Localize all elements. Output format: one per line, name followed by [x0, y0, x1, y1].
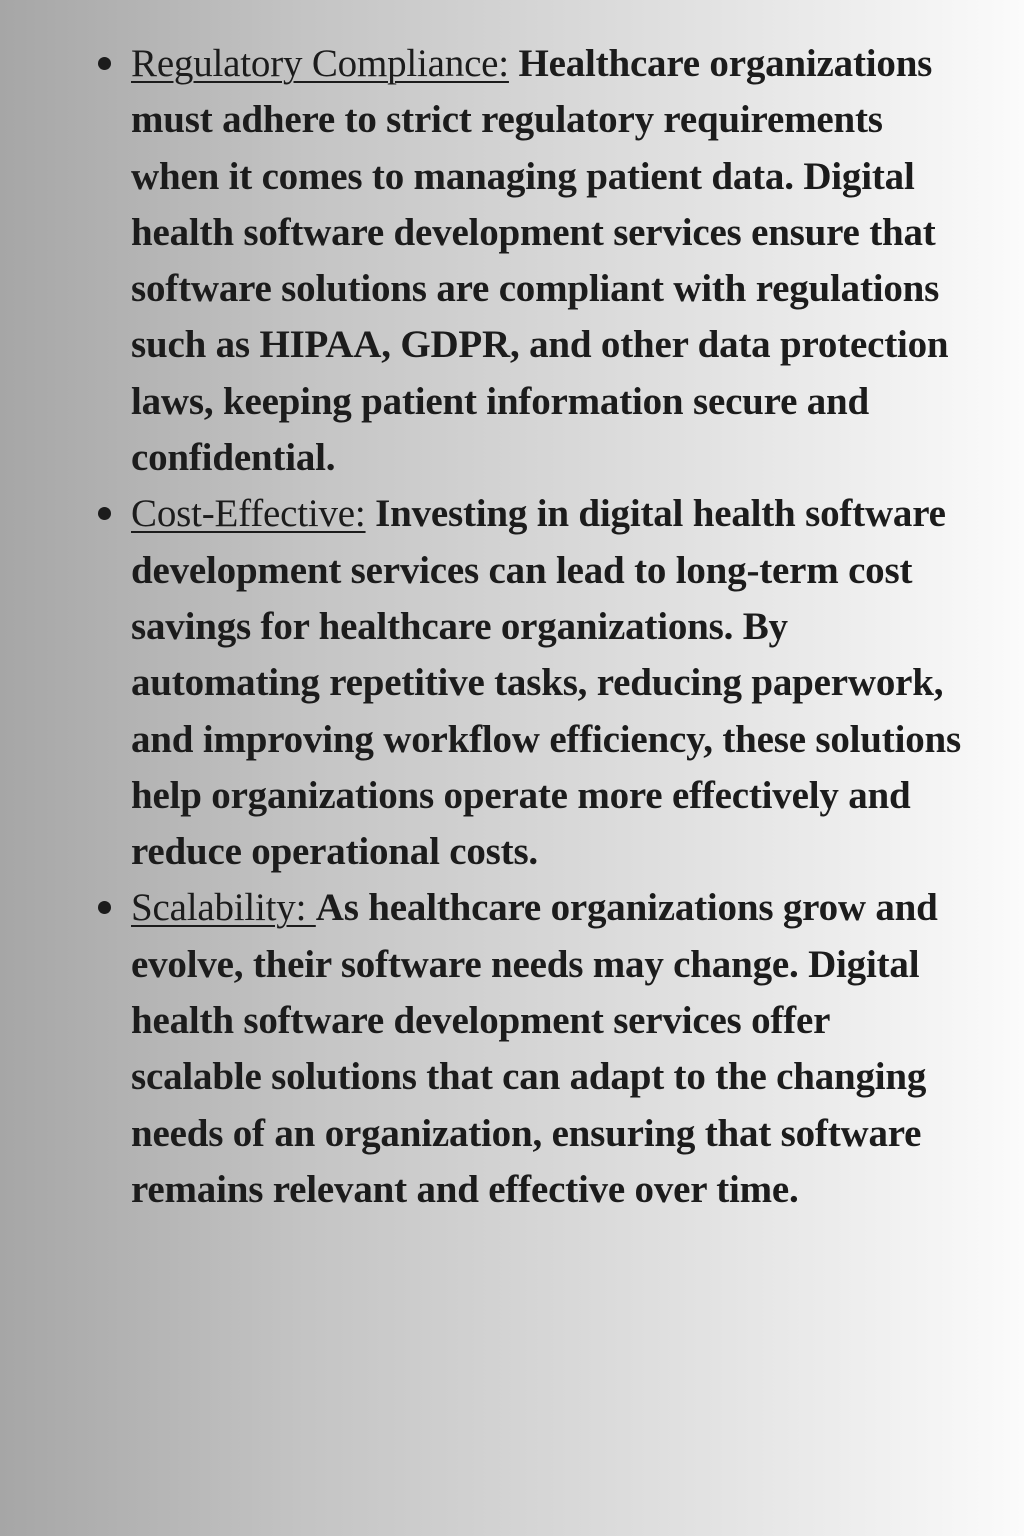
- list-item-regulatory-compliance: [0, 36, 1024, 486]
- item-title: Regulatory Compliance:: [131, 42, 509, 85]
- benefits-list: [0, 36, 1024, 1218]
- item-title: Cost-Effective:: [131, 492, 366, 536]
- list-item-cost-effective: [0, 486, 1024, 880]
- item-title: Scalability:: [131, 886, 316, 930]
- item-text: Healthcare organizations must adhere to strict regulatory requirements when it comes to managing patient data. Digital health software development services ensure that software solutions are compliant with regulations such as HIPAA, GDPR, and other data protection laws, keeping patient information secure and confidential.: [131, 42, 949, 480]
- bullet-icon: [98, 57, 111, 70]
- bullet-icon: [98, 901, 111, 914]
- bullet-icon: [98, 507, 111, 520]
- item-text: As healthcare organizations grow and evolve, their software needs may change. Digital health software development services offer scalable solutions that can adapt to the changing needs of an organization, ensuring that software remains relevant and effective over time.: [131, 886, 938, 1211]
- list-item-scalability: [0, 880, 1024, 1218]
- item-text: Investing in digital health software development services can lead to long-term cost savings for healthcare organizations. By automating repetitive tasks, reducing paperwork, and improving workflow efficiency, these solutions help organizations operate more effectively and reduce operational costs.: [131, 492, 961, 874]
